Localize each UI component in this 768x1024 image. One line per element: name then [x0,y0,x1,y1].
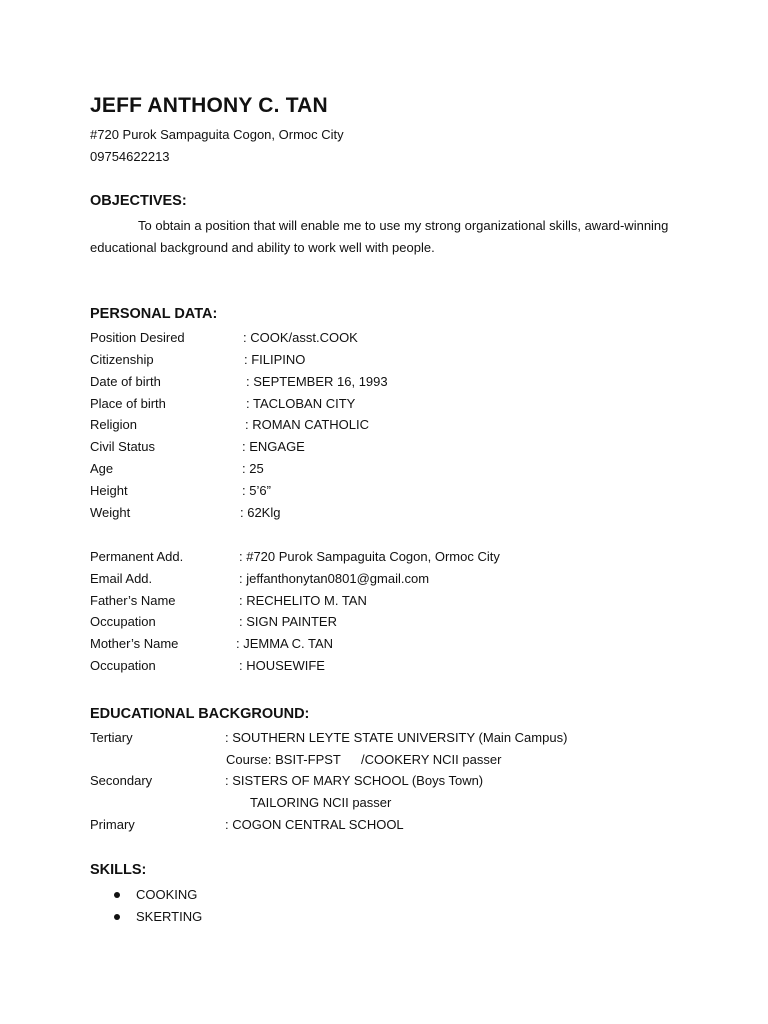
education-heading: EDUCATIONAL BACKGROUND: [90,706,310,722]
personal-value: : 5’6” [242,483,271,498]
objectives-body: To obtain a position that will enable me to use my strong organizational skills, award-winning educational background and ability to work well with people. [90,218,669,255]
skills-heading: SKILLS: [90,862,147,878]
personal-value: : ROMAN CATHOLIC [245,417,369,432]
skill-item [114,908,254,926]
personal-value: : 25 [242,461,264,476]
personal-value: : 62Klg [240,505,281,520]
education-primary-value: : COGON CENTRAL SCHOOL [225,817,404,832]
education-secondary-extra: TAILORING NCII passer [250,795,392,810]
personal-value: : HOUSEWIFE [239,658,325,673]
personal-label: Permanent Add. [90,549,184,564]
education-tertiary-course: Course: BSIT-FPST [226,752,341,767]
skill-item [114,886,254,904]
personal-label: Civil Status [90,439,156,454]
personal-value: : RECHELITO M. TAN [239,593,367,608]
education-tertiary-extra: /COOKERY NCII passer [361,752,502,767]
personal-label: Mother’s Name [90,636,179,651]
education-secondary-value: : SISTERS OF MARY SCHOOL (Boys Town) [225,773,484,788]
personal-label: Religion [90,417,137,432]
personal-label: Age [90,461,114,476]
skill-label: SKERTING [136,909,203,924]
personal-value: : FILIPINO [244,352,306,367]
objectives-heading: OBJECTIVES: [90,193,187,209]
personal-value: : JEMMA C. TAN [236,636,334,651]
personal-label: Height [90,483,128,498]
skill-label: COOKING [136,887,198,902]
personal-label: Occupation [90,614,156,629]
personal-value: : SEPTEMBER 16, 1993 [246,374,388,389]
bullet-icon [114,914,120,920]
objectives-text [90,215,670,259]
personal-label: Date of birth [90,374,161,389]
personal-value: : SIGN PAINTER [239,614,337,629]
personal-value: : jeffanthonytan0801@gmail.com [239,571,430,586]
education-tertiary-label: Tertiary [90,730,133,745]
personal-label: Father’s Name [90,593,176,608]
education-tertiary-value: : SOUTHERN LEYTE STATE UNIVERSITY (Main Campus) [225,730,568,745]
personal-value: : TACLOBAN CITY [246,396,356,411]
personal-value: : ENGAGE [242,439,305,454]
applicant-phone: 09754622213 [90,149,170,164]
bullet-icon [114,892,120,898]
personal-label: Email Add. [90,571,153,586]
personal-label: Occupation [90,658,156,673]
applicant-address: #720 Purok Sampaguita Cogon, Ormoc City [90,127,344,142]
personal-label: Position Desired [90,330,185,345]
personal-data-heading: PERSONAL DATA: [90,306,218,322]
personal-value: : #720 Purok Sampaguita Cogon, Ormoc City [239,549,500,564]
personal-label: Weight [90,505,131,520]
education-secondary-label: Secondary [90,773,153,788]
applicant-name: JEFF ANTHONY C. TAN [90,94,328,117]
personal-label: Place of birth [90,396,166,411]
personal-value: : COOK/asst.COOK [243,330,358,345]
personal-label: Citizenship [90,352,154,367]
education-primary-label: Primary [90,817,135,832]
